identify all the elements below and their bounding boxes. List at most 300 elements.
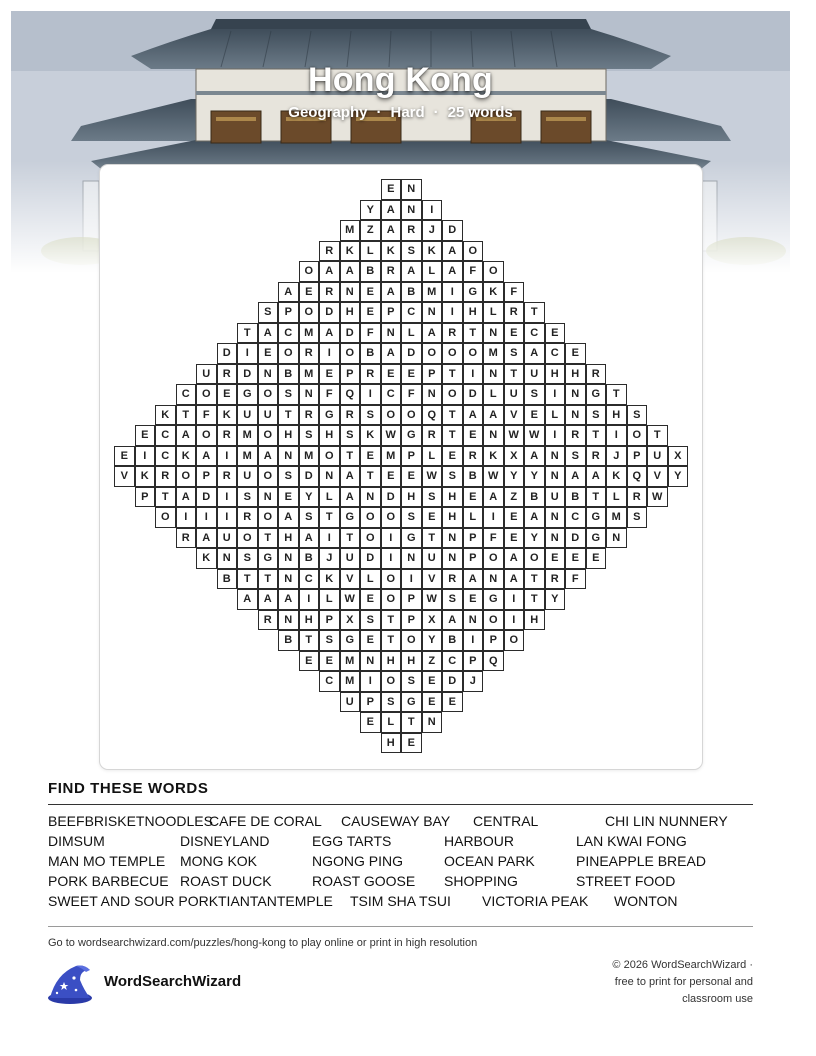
grid-cell[interactable]: R — [319, 241, 340, 262]
grid-cell[interactable]: P — [401, 446, 422, 467]
grid-cell[interactable]: N — [401, 179, 422, 200]
grid-cell[interactable]: D — [299, 466, 320, 487]
grid-cell[interactable]: S — [586, 405, 607, 426]
grid-cell[interactable]: E — [299, 282, 320, 303]
grid-cell[interactable]: O — [360, 528, 381, 549]
grid-cell[interactable]: S — [299, 507, 320, 528]
grid-cell[interactable]: O — [196, 384, 217, 405]
grid-cell[interactable]: P — [401, 589, 422, 610]
grid-cell[interactable]: P — [483, 630, 504, 651]
grid-cell[interactable]: C — [565, 507, 586, 528]
grid-cell[interactable]: E — [422, 507, 443, 528]
grid-cell[interactable]: S — [319, 630, 340, 651]
grid-cell[interactable]: C — [524, 323, 545, 344]
grid-cell[interactable]: T — [381, 610, 402, 631]
grid-cell[interactable]: I — [135, 446, 156, 467]
grid-cell[interactable]: E — [463, 425, 484, 446]
grid-cell[interactable]: H — [524, 610, 545, 631]
grid-cell[interactable]: A — [278, 589, 299, 610]
grid-cell[interactable]: Q — [422, 405, 443, 426]
grid-cell[interactable]: O — [299, 302, 320, 323]
grid-cell[interactable]: G — [340, 507, 361, 528]
grid-cell[interactable]: I — [360, 671, 381, 692]
grid-cell[interactable]: U — [524, 364, 545, 385]
grid-cell[interactable]: S — [237, 548, 258, 569]
grid-cell[interactable]: A — [442, 261, 463, 282]
grid-cell[interactable]: H — [545, 364, 566, 385]
grid-cell[interactable]: A — [237, 589, 258, 610]
grid-cell[interactable]: E — [565, 548, 586, 569]
grid-cell[interactable]: G — [483, 589, 504, 610]
grid-cell[interactable]: E — [381, 364, 402, 385]
grid-cell[interactable]: Y — [545, 589, 566, 610]
grid-cell[interactable]: B — [278, 630, 299, 651]
grid-cell[interactable]: N — [442, 528, 463, 549]
grid-cell[interactable]: T — [524, 302, 545, 323]
grid-cell[interactable]: A — [319, 323, 340, 344]
grid-cell[interactable]: A — [196, 446, 217, 467]
grid-cell[interactable]: K — [196, 548, 217, 569]
grid-cell[interactable]: T — [258, 528, 279, 549]
grid-cell[interactable]: I — [381, 548, 402, 569]
grid-cell[interactable]: E — [217, 384, 238, 405]
grid-cell[interactable]: S — [442, 466, 463, 487]
grid-cell[interactable]: T — [504, 364, 525, 385]
grid-cell[interactable]: I — [401, 569, 422, 590]
grid-cell[interactable]: T — [524, 589, 545, 610]
grid-cell[interactable]: H — [299, 610, 320, 631]
grid-cell[interactable]: O — [483, 610, 504, 631]
grid-cell[interactable]: O — [258, 384, 279, 405]
grid-cell[interactable]: C — [401, 302, 422, 323]
grid-cell[interactable]: O — [278, 343, 299, 364]
grid-cell[interactable]: H — [401, 487, 422, 508]
grid-cell[interactable]: N — [422, 384, 443, 405]
grid-cell[interactable]: A — [463, 405, 484, 426]
grid-cell[interactable]: O — [258, 466, 279, 487]
grid-cell[interactable]: K — [176, 446, 197, 467]
grid-cell[interactable]: L — [463, 507, 484, 528]
grid-cell[interactable]: T — [524, 569, 545, 590]
grid-cell[interactable]: E — [422, 671, 443, 692]
grid-cell[interactable]: P — [340, 364, 361, 385]
grid-cell[interactable]: R — [442, 569, 463, 590]
grid-cell[interactable]: P — [463, 528, 484, 549]
grid-cell[interactable]: W — [340, 589, 361, 610]
grid-cell[interactable]: D — [565, 528, 586, 549]
grid-cell[interactable]: T — [258, 569, 279, 590]
grid-cell[interactable]: U — [422, 548, 443, 569]
grid-cell[interactable]: R — [258, 610, 279, 631]
grid-cell[interactable]: K — [483, 282, 504, 303]
grid-cell[interactable]: O — [504, 630, 525, 651]
grid-cell[interactable]: E — [360, 589, 381, 610]
grid-cell[interactable]: T — [381, 630, 402, 651]
grid-cell[interactable]: A — [504, 569, 525, 590]
grid-cell[interactable]: L — [360, 241, 381, 262]
grid-cell[interactable]: L — [360, 569, 381, 590]
grid-cell[interactable]: E — [381, 179, 402, 200]
grid-cell[interactable]: E — [401, 364, 422, 385]
grid-cell[interactable]: E — [360, 302, 381, 323]
grid-cell[interactable]: O — [463, 241, 484, 262]
grid-cell[interactable]: S — [299, 425, 320, 446]
grid-cell[interactable]: N — [483, 425, 504, 446]
grid-cell[interactable]: K — [155, 405, 176, 426]
grid-cell[interactable]: E — [319, 364, 340, 385]
grid-cell[interactable]: A — [381, 200, 402, 221]
grid-cell[interactable]: J — [422, 220, 443, 241]
grid-cell[interactable]: T — [442, 364, 463, 385]
grid-cell[interactable]: A — [176, 425, 197, 446]
grid-cell[interactable]: A — [401, 261, 422, 282]
grid-cell[interactable]: O — [196, 425, 217, 446]
grid-cell[interactable]: G — [586, 528, 607, 549]
grid-cell[interactable]: S — [401, 671, 422, 692]
grid-cell[interactable]: A — [524, 446, 545, 467]
grid-cell[interactable]: T — [401, 712, 422, 733]
grid-cell[interactable]: N — [360, 651, 381, 672]
grid-cell[interactable]: H — [401, 651, 422, 672]
grid-cell[interactable]: M — [299, 446, 320, 467]
grid-cell[interactable]: K — [422, 241, 443, 262]
grid-cell[interactable]: Q — [483, 651, 504, 672]
grid-cell[interactable]: D — [237, 364, 258, 385]
grid-cell[interactable]: R — [176, 528, 197, 549]
grid-cell[interactable]: B — [401, 282, 422, 303]
grid-cell[interactable]: A — [299, 528, 320, 549]
grid-cell[interactable]: J — [319, 548, 340, 569]
grid-cell[interactable]: T — [278, 405, 299, 426]
grid-cell[interactable]: N — [545, 507, 566, 528]
grid-cell[interactable]: Y — [504, 466, 525, 487]
grid-cell[interactable]: O — [627, 425, 648, 446]
grid-cell[interactable]: M — [340, 671, 361, 692]
grid-cell[interactable]: E — [360, 446, 381, 467]
grid-cell[interactable]: X — [668, 446, 689, 467]
grid-cell[interactable]: W — [483, 466, 504, 487]
grid-cell[interactable]: Y — [524, 528, 545, 549]
grid-cell[interactable]: O — [237, 528, 258, 549]
grid-cell[interactable]: P — [381, 302, 402, 323]
grid-cell[interactable]: I — [299, 589, 320, 610]
grid-cell[interactable]: S — [422, 487, 443, 508]
grid-cell[interactable]: E — [504, 507, 525, 528]
grid-cell[interactable]: N — [278, 610, 299, 631]
grid-cell[interactable]: E — [504, 323, 525, 344]
grid-cell[interactable]: N — [278, 446, 299, 467]
grid-cell[interactable]: N — [545, 466, 566, 487]
grid-cell[interactable]: N — [217, 548, 238, 569]
grid-cell[interactable]: A — [565, 466, 586, 487]
grid-cell[interactable]: I — [319, 343, 340, 364]
grid-cell[interactable]: N — [381, 323, 402, 344]
grid-cell[interactable]: N — [258, 364, 279, 385]
grid-cell[interactable]: T — [586, 487, 607, 508]
grid-cell[interactable]: I — [217, 487, 238, 508]
grid-cell[interactable]: A — [319, 261, 340, 282]
grid-cell[interactable]: K — [360, 425, 381, 446]
grid-cell[interactable]: Q — [627, 466, 648, 487]
grid-cell[interactable]: F — [319, 384, 340, 405]
grid-cell[interactable]: M — [340, 651, 361, 672]
grid-cell[interactable]: L — [422, 446, 443, 467]
grid-cell[interactable]: S — [442, 589, 463, 610]
grid-cell[interactable]: T — [442, 405, 463, 426]
grid-cell[interactable]: W — [422, 466, 443, 487]
grid-cell[interactable]: N — [545, 528, 566, 549]
grid-cell[interactable]: W — [381, 425, 402, 446]
grid-cell[interactable]: U — [340, 548, 361, 569]
grid-cell[interactable]: H — [381, 651, 402, 672]
grid-cell[interactable]: H — [463, 302, 484, 323]
grid-cell[interactable]: T — [586, 425, 607, 446]
grid-cell[interactable]: H — [381, 733, 402, 754]
grid-cell[interactable]: N — [401, 548, 422, 569]
grid-cell[interactable]: N — [278, 569, 299, 590]
grid-cell[interactable]: N — [483, 569, 504, 590]
grid-cell[interactable]: E — [463, 589, 484, 610]
grid-cell[interactable]: G — [319, 405, 340, 426]
grid-cell[interactable]: B — [360, 261, 381, 282]
grid-cell[interactable]: S — [381, 692, 402, 713]
grid-cell[interactable]: S — [504, 343, 525, 364]
grid-cell[interactable]: M — [422, 282, 443, 303]
grid-cell[interactable]: P — [278, 302, 299, 323]
grid-cell[interactable]: E — [442, 446, 463, 467]
grid-cell[interactable]: N — [422, 712, 443, 733]
grid-cell[interactable]: I — [319, 528, 340, 549]
grid-cell[interactable]: I — [217, 446, 238, 467]
grid-cell[interactable]: O — [176, 466, 197, 487]
grid-cell[interactable]: H — [565, 364, 586, 385]
grid-cell[interactable]: A — [381, 343, 402, 364]
grid-cell[interactable]: I — [237, 343, 258, 364]
grid-cell[interactable]: F — [565, 569, 586, 590]
grid-cell[interactable]: O — [483, 548, 504, 569]
grid-cell[interactable]: F — [463, 261, 484, 282]
grid-cell[interactable]: U — [196, 364, 217, 385]
grid-cell[interactable]: M — [606, 507, 627, 528]
grid-cell[interactable]: A — [504, 548, 525, 569]
grid-cell[interactable]: R — [217, 425, 238, 446]
grid-cell[interactable]: R — [217, 364, 238, 385]
grid-cell[interactable]: S — [401, 241, 422, 262]
grid-cell[interactable]: Q — [340, 384, 361, 405]
grid-cell[interactable]: O — [381, 507, 402, 528]
grid-cell[interactable]: S — [565, 446, 586, 467]
grid-cell[interactable]: E — [360, 712, 381, 733]
grid-cell[interactable]: T — [422, 528, 443, 549]
grid-cell[interactable]: R — [422, 425, 443, 446]
grid-cell[interactable]: V — [114, 466, 135, 487]
grid-cell[interactable]: I — [504, 589, 525, 610]
grid-cell[interactable]: N — [545, 446, 566, 467]
grid-cell[interactable]: T — [340, 528, 361, 549]
grid-cell[interactable]: P — [135, 487, 156, 508]
grid-cell[interactable]: O — [401, 405, 422, 426]
grid-cell[interactable]: O — [340, 343, 361, 364]
grid-cell[interactable]: N — [360, 487, 381, 508]
grid-cell[interactable]: E — [545, 323, 566, 344]
grid-cell[interactable]: Y — [668, 466, 689, 487]
grid-cell[interactable]: F — [483, 528, 504, 549]
grid-cell[interactable]: A — [483, 405, 504, 426]
grid-cell[interactable]: E — [504, 528, 525, 549]
grid-cell[interactable]: P — [401, 610, 422, 631]
grid-cell[interactable]: X — [340, 610, 361, 631]
grid-cell[interactable]: I — [360, 384, 381, 405]
grid-cell[interactable]: A — [258, 446, 279, 467]
grid-cell[interactable]: A — [258, 589, 279, 610]
grid-cell[interactable]: O — [524, 548, 545, 569]
grid-cell[interactable]: D — [319, 302, 340, 323]
grid-cell[interactable]: E — [586, 548, 607, 569]
grid-cell[interactable]: A — [463, 569, 484, 590]
grid-cell[interactable]: P — [463, 548, 484, 569]
grid-cell[interactable]: H — [319, 425, 340, 446]
grid-cell[interactable]: T — [442, 425, 463, 446]
grid-cell[interactable]: R — [463, 446, 484, 467]
grid-cell[interactable]: E — [360, 282, 381, 303]
grid-cell[interactable]: D — [196, 487, 217, 508]
grid-cell[interactable]: P — [196, 466, 217, 487]
grid-cell[interactable]: A — [381, 282, 402, 303]
grid-cell[interactable]: H — [442, 487, 463, 508]
grid-cell[interactable]: N — [278, 548, 299, 569]
grid-cell[interactable]: F — [196, 405, 217, 426]
grid-cell[interactable]: A — [524, 343, 545, 364]
grid-cell[interactable]: O — [442, 343, 463, 364]
grid-cell[interactable]: N — [340, 282, 361, 303]
grid-cell[interactable]: D — [442, 671, 463, 692]
grid-cell[interactable]: E — [278, 487, 299, 508]
grid-cell[interactable]: T — [319, 507, 340, 528]
grid-cell[interactable]: B — [442, 630, 463, 651]
grid-cell[interactable]: Z — [422, 651, 443, 672]
grid-cell[interactable]: Y — [422, 630, 443, 651]
grid-cell[interactable]: R — [237, 507, 258, 528]
grid-cell[interactable]: I — [504, 610, 525, 631]
grid-cell[interactable]: U — [545, 487, 566, 508]
grid-cell[interactable]: R — [586, 364, 607, 385]
grid-cell[interactable]: M — [237, 446, 258, 467]
grid-cell[interactable]: A — [278, 282, 299, 303]
grid-cell[interactable]: V — [504, 405, 525, 426]
grid-cell[interactable]: V — [422, 569, 443, 590]
grid-cell[interactable]: O — [381, 589, 402, 610]
grid-cell[interactable]: X — [422, 610, 443, 631]
grid-cell[interactable]: R — [340, 405, 361, 426]
grid-cell[interactable]: C — [299, 569, 320, 590]
grid-cell[interactable]: M — [237, 425, 258, 446]
grid-cell[interactable]: P — [360, 692, 381, 713]
grid-cell[interactable]: W — [504, 425, 525, 446]
grid-cell[interactable]: H — [278, 425, 299, 446]
grid-cell[interactable]: Y — [524, 466, 545, 487]
grid-cell[interactable]: D — [381, 487, 402, 508]
grid-cell[interactable]: S — [278, 466, 299, 487]
grid-cell[interactable]: D — [360, 548, 381, 569]
grid-cell[interactable]: A — [381, 220, 402, 241]
grid-cell[interactable]: O — [319, 446, 340, 467]
grid-cell[interactable]: O — [299, 261, 320, 282]
grid-cell[interactable]: U — [258, 405, 279, 426]
grid-cell[interactable]: I — [176, 507, 197, 528]
grid-cell[interactable]: I — [381, 528, 402, 549]
grid-cell[interactable]: I — [545, 425, 566, 446]
grid-cell[interactable]: T — [176, 405, 197, 426]
grid-cell[interactable]: A — [524, 507, 545, 528]
grid-cell[interactable]: R — [319, 282, 340, 303]
grid-cell[interactable]: N — [442, 548, 463, 569]
grid-cell[interactable]: W — [647, 487, 668, 508]
grid-cell[interactable]: I — [545, 384, 566, 405]
grid-cell[interactable]: C — [278, 323, 299, 344]
grid-cell[interactable]: I — [422, 200, 443, 221]
grid-cell[interactable]: E — [135, 425, 156, 446]
grid-cell[interactable]: C — [442, 651, 463, 672]
grid-cell[interactable]: T — [647, 425, 668, 446]
grid-cell[interactable]: I — [196, 507, 217, 528]
grid-cell[interactable]: Z — [360, 220, 381, 241]
grid-cell[interactable]: Y — [360, 200, 381, 221]
grid-cell[interactable]: B — [278, 364, 299, 385]
grid-cell[interactable]: G — [586, 384, 607, 405]
grid-cell[interactable]: M — [483, 343, 504, 364]
grid-cell[interactable]: U — [237, 405, 258, 426]
grid-cell[interactable]: S — [278, 384, 299, 405]
grid-cell[interactable]: G — [586, 507, 607, 528]
grid-cell[interactable]: I — [606, 425, 627, 446]
grid-cell[interactable]: C — [155, 425, 176, 446]
grid-cell[interactable]: E — [401, 733, 422, 754]
grid-cell[interactable]: C — [155, 446, 176, 467]
grid-cell[interactable]: S — [627, 507, 648, 528]
grid-cell[interactable]: A — [340, 261, 361, 282]
grid-cell[interactable]: B — [360, 343, 381, 364]
grid-cell[interactable]: A — [483, 487, 504, 508]
grid-cell[interactable]: I — [463, 630, 484, 651]
grid-cell[interactable]: O — [258, 507, 279, 528]
grid-cell[interactable]: I — [442, 282, 463, 303]
grid-cell[interactable]: P — [463, 651, 484, 672]
grid-cell[interactable]: N — [483, 323, 504, 344]
grid-cell[interactable]: N — [565, 384, 586, 405]
grid-cell[interactable]: B — [565, 487, 586, 508]
grid-cell[interactable]: R — [565, 425, 586, 446]
grid-cell[interactable]: N — [606, 528, 627, 549]
grid-cell[interactable]: N — [463, 610, 484, 631]
grid-cell[interactable]: E — [114, 446, 135, 467]
grid-cell[interactable]: F — [504, 282, 525, 303]
grid-cell[interactable]: U — [217, 528, 238, 549]
grid-cell[interactable]: M — [381, 446, 402, 467]
grid-cell[interactable]: N — [422, 302, 443, 323]
grid-cell[interactable]: N — [258, 487, 279, 508]
grid-cell[interactable]: R — [299, 405, 320, 426]
grid-cell[interactable]: E — [545, 548, 566, 569]
grid-cell[interactable]: R — [217, 466, 238, 487]
grid-cell[interactable]: A — [422, 323, 443, 344]
grid-cell[interactable]: E — [319, 651, 340, 672]
grid-cell[interactable]: T — [237, 323, 258, 344]
grid-cell[interactable]: K — [319, 569, 340, 590]
grid-cell[interactable]: T — [340, 446, 361, 467]
grid-cell[interactable]: R — [627, 487, 648, 508]
grid-cell[interactable]: K — [606, 466, 627, 487]
grid-cell[interactable]: K — [217, 405, 238, 426]
